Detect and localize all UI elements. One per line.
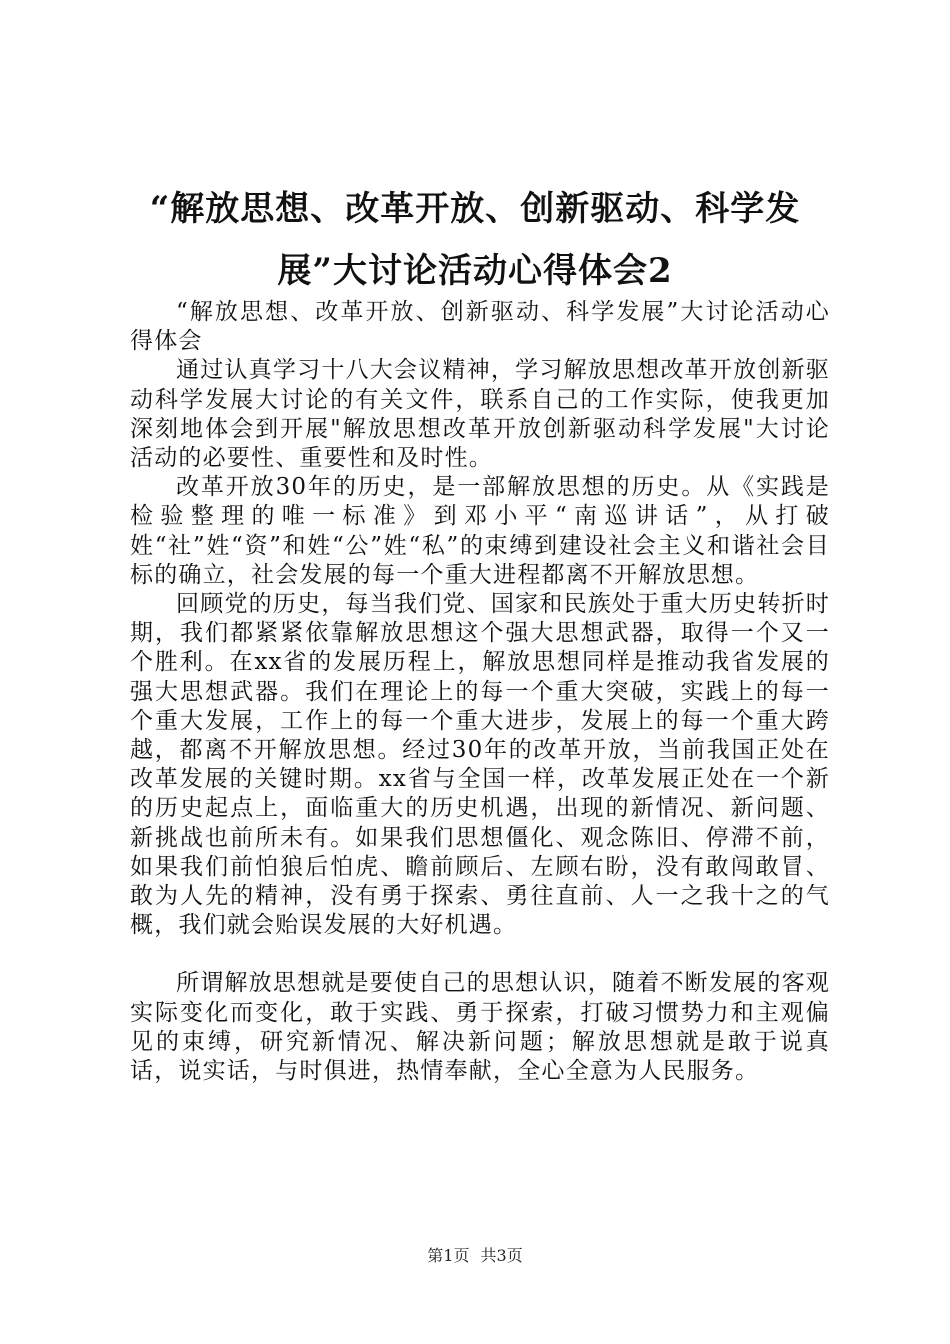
paragraph-intro: 通过认真学习十八大会议精神，学习解放思想改革开放创新驱动科学发展大讨论的有关文件，联系自己的工作实际，使我更加深刻地体会到开展"解放思想改革开放创新驱动科学发展"大讨论活动的必要性、重要性和及时性。 [130,357,830,472]
page-footer [0,1243,950,1266]
paragraph-history: 改革开放30年的历史，是一部解放思想的历史。从《实践是检验整理的唯一标准》到邓小平“南巡讲话”，从打破姓“社”姓“资”和姓“公”姓“私”的束缚到建设社会主义和谐社会目标的确立，社会发展的每一个重大进程都离不开解放思想。 [130,474,830,588]
document-title: “解放思想、改革开放、创新驱动、科学发展”大讨论活动心得体会2 [149,189,801,291]
page-number: 第1页 [427,1246,470,1265]
document-body [130,298,830,1086]
paragraph-review: 回顾党的历史，每当我们党、国家和民族处于重大历史转折时期，我们都紧紧依靠解放思想这个强大思想武器，取得一个又一个胜利。在xx省的发展历程上，解放思想同样是推动我省发展的强大思想武器。我们在理论上的每一个重大突破，实践上的每一个重大发展，工作上的每一个重大进步，发展上的每一个重大跨越，都离不开解放思想。经过30年的改革开放，当前我国正处在改革发展的关键时期。xx省与全国一样，改革发展正处在一个新的历史起点上，面临重大的历史机遇，出现的新情况、新问题、新挑战也前所未有。如果我们思想僵化、观念陈旧、停滞不前，如果我们前怕狼后怕虎、瞻前顾后、左顾右盼，没有敢闯敢冒、敢为人先的精神，没有勇于探索、勇往直前、人一之我十之的气概，我们就会贻误发展的大好机遇。 [130,591,830,939]
paragraph-definition: 所谓解放思想就是要使自己的思想认识，随着不断发展的客观实际变化而变化，敢于实践、勇于探索，打破习惯势力和主观偏见的束缚，研究新情况、解决新问题；解放思想就是敢于说真话，说实话，与时俱进，热情奉献，全心全意为人民服务。 [130,970,830,1085]
page-total: 共3页 [480,1246,523,1265]
paragraph-subtitle: “解放思想、改革开放、创新驱动、科学发展”大讨论活动心得体会 [130,299,830,355]
